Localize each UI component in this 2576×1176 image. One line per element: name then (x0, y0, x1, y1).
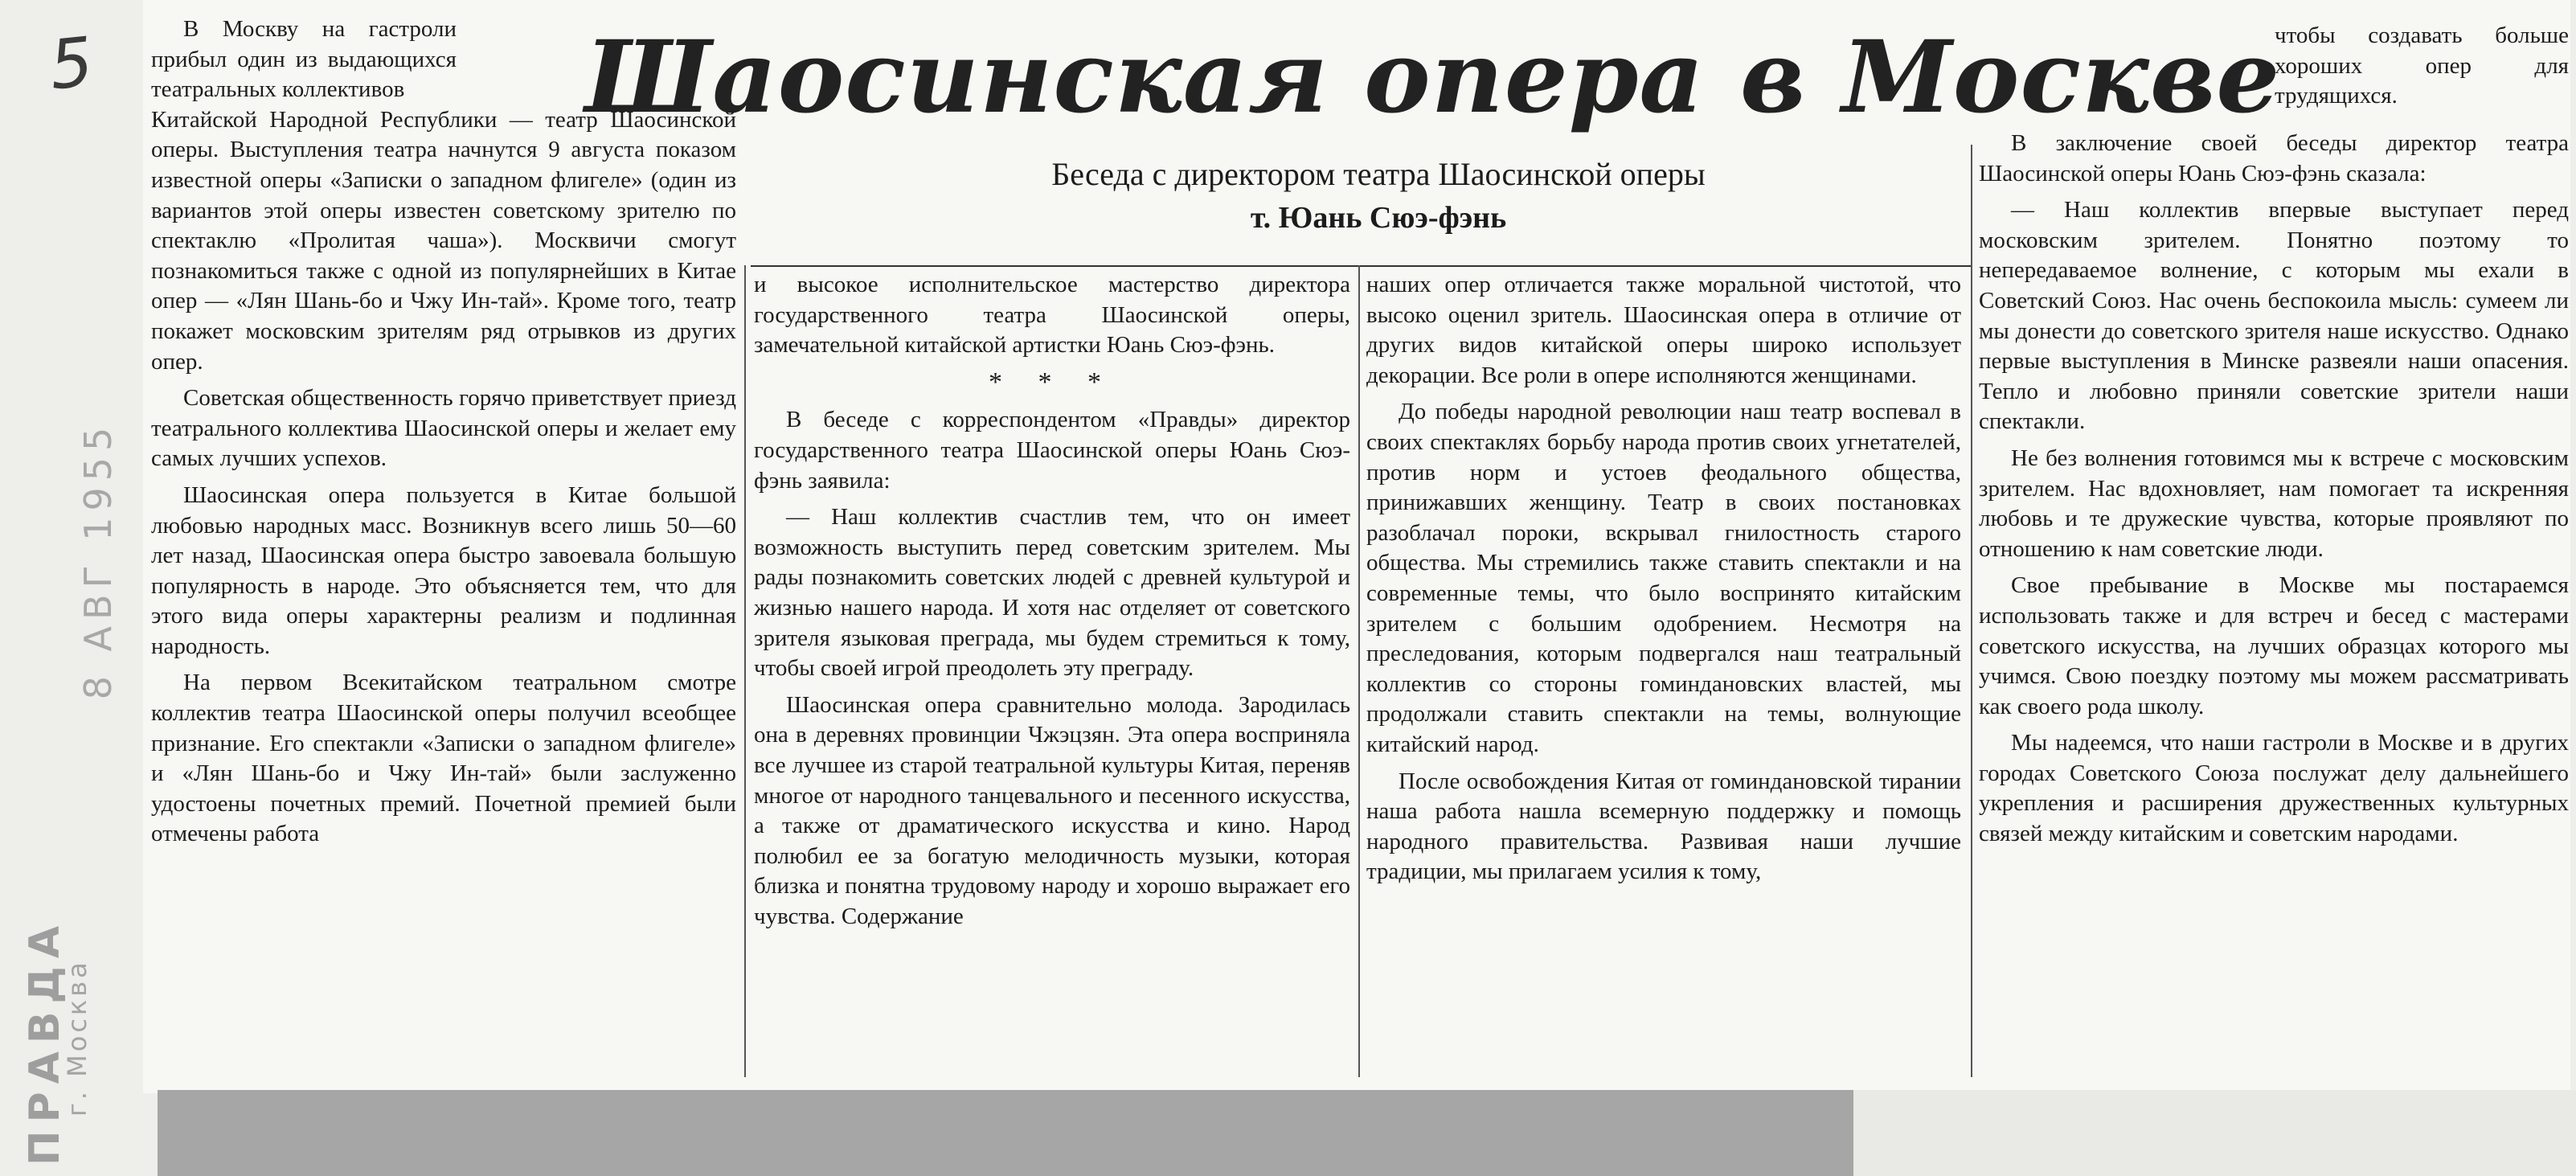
newspaper-stamp (5, 884, 133, 1174)
scanner-shadow (1853, 1090, 2576, 1176)
col1-paragraph-4: На первом Всекитайском театральном смотре коллектив театра Шаосинской оперы получил всеобщее признание. Его спектакли «Записки о западном флигеле» и «Лян Шань-бо и Чжу Ин-тай» были заслуженно удостоены почетных премий. Почетной премией были отмечены работа (151, 670, 736, 847)
scanner-background-strip (158, 1090, 1853, 1176)
col2-paragraph-2: В беседе с корреспондентом «Правды» директор государственного театра Шаосинской оперы Юань Сюэ-фэнь заявила: (754, 407, 1350, 494)
col4-paragraph-4: Свое пребывание в Москве мы постараемся использовать также и для встреч и бесед с мастерами советского искусства, на лучших образцах которого мы учимся. Свою поездку поэтому мы можем рассматривать как своего рода школу. (1979, 572, 2569, 719)
handwritten-number: 5 (46, 22, 97, 105)
article-headline: Шаосинская опера в Москве (585, 19, 2281, 136)
col4-continuation: чтобы создавать больше хороших опер для трудящихся. (2275, 23, 2569, 109)
subhead-rule (751, 265, 1971, 267)
col4-paragraph-3: Не без волнения готовимся мы к встрече с московским зрителем. Нас вдохновляет, нам помогает та искренняя любовь и те дружеские чувства, которые проявляют по отношению к нам советские люди. (1979, 445, 2569, 562)
col1-paragraph-3: Шаосинская опера пользуется в Китае большой любовью народных масс. Возникнув всего лишь 50—60 лет назад, Шаосинская опера быстро завоевала большую популярность в народе. Это объясняется тем, что для этого вида оперы характерны реализм и подлинная народность. (151, 481, 736, 659)
col4-paragraph-2: — Наш коллектив впервые выступает перед московским зрителем. Понятно поэтому то непередаваемое волнение, с которым мы ехали в Советский Союз. Нас очень беспокоила мысль: сумеем ли мы донести до советского зрителя наше искусство. Однако первые выступления в Минске развеяли наши опасения. Тепло и любовно приняли советские зрители наши спектакли. (1979, 197, 2569, 435)
column-3 (1366, 270, 1961, 1076)
column-divider-3 (1971, 145, 1972, 1077)
col2-paragraph-3: — Наш коллектив счастлив тем, что он имеет возможность выступить перед советским зрителем. Мы рады познакомить советских людей с древней культурой и жизнью нашего народа. И хотя нас отделяет от советского зрителя языковая преграда, мы будем стремиться к тому, чтобы своей игрой преодолеть эту преграду. (754, 504, 1350, 682)
subheadline-text: Беседа с директором театра Шаосинской оперы (1051, 156, 1706, 192)
col4-paragraph-5: Мы надеемся, что наши гастроли в Москве и в других городах Советского Союза послужат делу дальнейшего укрепления и расширения дружественных культурных связей между китайским и советским народами. (1979, 730, 2569, 847)
col2-paragraph-4: Шаосинская опера сравнительно молода. Зародилась она в деревнях провинции Чжэцзян. Эта опера восприняла все лучшее из старой театральной культуры Китая, переняв многое от народного танцевального и песенного искусства, а также от драматического искусства и кино. Народ полюбил ее за богатую мелодичность музыки, которая близка и понятна трудовому народу и хорошо выражает его чувства. Содержание (754, 691, 1350, 929)
col1-paragraph-2: Советская общественность горячо приветствует приезд театрального коллектива Шаосинской оперы и желает ему самых лучших успехов. (151, 385, 736, 472)
newspaper-name-stamp: ПРАВДА (21, 917, 69, 1166)
city-stamp: г. Москва (62, 959, 92, 1117)
col1-intro-narrow: В Москву на гастроли прибыл один из выдающихся театральных коллективов (151, 16, 457, 103)
column-divider-2 (1358, 265, 1360, 1077)
article-subheadline (916, 153, 1841, 240)
col3-paragraph-1: наших опер отличается также моральной чистотой, что высоко оценил зритель. Шаосинская опера в отличие от других видов китайской оперы широко использует декорации. Все роли в опере исполняются женщинами. (1366, 272, 1961, 388)
date-stamp-text: 8 АВГ 1955 (76, 420, 120, 700)
col3-paragraph-2: До победы народной революции наш театр воспевал в своих спектаклях борьбу народа против своих угнетателей, против норм и устоев феодального общества, принижавших женщину. Театр в своих постановках разоблачал пороки, вскрывал гнилостность старого общества. Мы стремились также ставить спектакли и на современные темы, что было воспринято китайским зрителем с большим одобрением. Несмотря на преследования, которым подвергался наш театральный коллектив со стороны гоминдановских властей, мы продолжали ставить спектакли на темы, волнующие китайский народ. (1366, 399, 1961, 757)
col1-paragraph-1: Китайской Народной Республики — театр Шаосинской оперы. Выступления театра начнутся 9 августа показом известной оперы «Записки о западном флигеле» (один из вариантов этой оперы известен советскому зрителю по спектаклю «Пролитая чаша»). Москвичи смогут познакомиться также с одной из популярнейших в Китае опер — «Лян Шань-бо и Чжу Ин-тай». Кроме того, театр покажет московским зрителям ряд отрывков из других опер. (151, 106, 736, 375)
column-1 (151, 14, 736, 1088)
article-byline: т. Юань Сюэ-фэнь (1250, 201, 1507, 235)
col2-paragraph-1: и высокое исполнительское мастерство директора государственного театра Шаосинской оперы, замечательной китайской артистки Юань Сюэ-фэнь. (754, 272, 1350, 359)
column-divider-1 (744, 265, 746, 1077)
column-2 (754, 270, 1350, 1076)
column-4 (1979, 129, 2569, 1077)
section-separator: * * * (989, 367, 1116, 397)
column-4-top (2275, 21, 2569, 117)
col3-paragraph-3: После освобождения Китая от гоминдановской тирании наша работа нашла всемерную поддержку и помощь народного правительства. Развивая наши лучшие традиции, мы прилагаем усилия к тому, (1366, 768, 1961, 885)
date-stamp (74, 338, 122, 788)
col4-paragraph-1: В заключение своей беседы директор театра Шаосинской оперы Юань Сюэ-фэнь сказала: (1979, 130, 2569, 186)
